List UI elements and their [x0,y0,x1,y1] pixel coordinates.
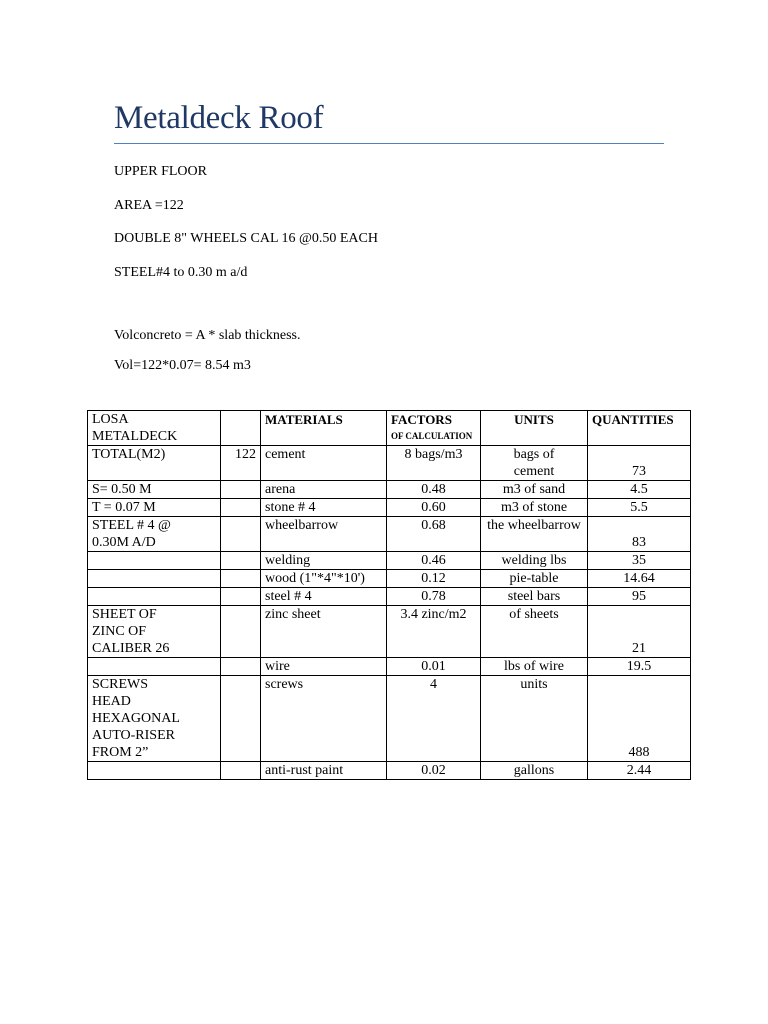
header-factors-label: FACTORS [391,412,452,427]
row-description [88,676,221,762]
row-quantity: 95 [588,588,691,606]
table-row [88,588,691,606]
row-unit-line: gallons [513,763,555,778]
row-unit [481,676,588,762]
row-material: anti-rust paint [261,762,387,780]
row-material: zinc sheet [261,606,387,658]
row-factor: 0.46 [387,552,481,570]
wheels-line: DOUBLE 8" WHEELS CAL 16 @0.50 EACH [114,231,378,246]
table-row [88,762,691,780]
row-quantity: 73 [588,446,691,481]
row-total-value [221,517,261,552]
row-total-value [221,552,261,570]
row-unit-line: pie-table [509,571,559,586]
row-unit-line: units [520,677,548,692]
row-unit [481,762,588,780]
row-material: cement [261,446,387,481]
row-material: screws [261,676,387,762]
row-factor: 0.02 [387,762,481,780]
row-unit [481,570,588,588]
row-unit-line: lbs of wire [504,659,564,674]
row-quantity: 5.5 [588,499,691,517]
row-description-line: HEAD [92,694,131,709]
row-description [88,588,221,606]
row-description-line: SCREWS [92,677,149,692]
row-description-line: FROM 2” [92,745,149,760]
row-total-value [221,588,261,606]
header-empty [221,411,261,446]
row-unit-line: welding lbs [501,553,567,568]
row-total-value [221,481,261,499]
row-unit-line: cement [513,464,555,479]
row-unit [481,499,588,517]
row-quantity: 488 [588,676,691,762]
row-unit [481,446,588,481]
row-material: stone # 4 [261,499,387,517]
header-losa-line2: METALDECK [92,429,178,444]
row-quantity: 14.64 [588,570,691,588]
table-row [88,570,691,588]
row-description-line: HEXAGONAL [92,711,180,726]
page-title: Metaldeck Roof [114,100,324,136]
table-row [88,517,691,552]
table-row [88,499,691,517]
table-row [88,481,691,499]
header-losa [88,411,221,446]
row-quantity: 4.5 [588,481,691,499]
header-losa-line1: LOSA [92,412,129,427]
row-factor: 4 [387,676,481,762]
row-description [88,658,221,676]
row-description-line: AUTO-RISER [92,728,175,743]
row-quantity: 19.5 [588,658,691,676]
title-underline [114,143,664,144]
row-unit-line: bags of [513,447,555,462]
row-quantity: 83 [588,517,691,552]
row-total-value [221,676,261,762]
row-unit [481,606,588,658]
table-header-row [88,411,691,446]
row-description [88,517,221,552]
row-description [88,762,221,780]
table-row [88,676,691,762]
materials-table [87,410,691,780]
row-material: wire [261,658,387,676]
row-unit-line: steel bars [507,589,561,604]
row-description-line: TOTAL(M2) [92,447,166,462]
row-total-value [221,606,261,658]
row-factor: 0.48 [387,481,481,499]
row-description-line: CALIBER 26 [92,641,170,656]
row-unit-line: m3 of sand [502,482,566,497]
row-factor: 0.01 [387,658,481,676]
row-material: welding [261,552,387,570]
row-quantity: 2.44 [588,762,691,780]
row-factor: 3.4 zinc/m2 [387,606,481,658]
row-factor: 0.60 [387,499,481,517]
row-description-line: 0.30M A/D [92,535,156,550]
row-description-line: S= 0.50 M [92,482,152,497]
row-description-line: STEEL # 4 @ [92,518,171,533]
row-material: arena [261,481,387,499]
header-factors-sub: OF CALCULATION [391,431,473,441]
area-line: AREA =122 [114,198,184,213]
header-materials: MATERIALS [261,411,387,446]
table-row [88,446,691,481]
row-material: wheelbarrow [261,517,387,552]
row-material: wood (1"*4"*10') [261,570,387,588]
table-row [88,658,691,676]
row-factor: 0.68 [387,517,481,552]
row-total-value [221,570,261,588]
volume-formula: Volconcreto = A * slab thickness. [114,328,301,343]
table-row [88,552,691,570]
table-row [88,606,691,658]
row-unit [481,481,588,499]
row-description [88,499,221,517]
row-material: steel # 4 [261,588,387,606]
row-factor: 0.78 [387,588,481,606]
row-quantity: 35 [588,552,691,570]
row-factor: 8 bags/m3 [387,446,481,481]
row-description-line: T = 0.07 M [92,500,156,515]
row-quantity: 21 [588,606,691,658]
row-total-value [221,762,261,780]
header-quantities: QUANTITIES [588,411,691,446]
row-description [88,481,221,499]
row-unit [481,517,588,552]
row-total-value: 122 [221,446,261,481]
floor-label: UPPER FLOOR [114,164,207,179]
row-unit-line: of sheets [509,607,559,622]
header-units: UNITS [481,411,588,446]
row-unit [481,588,588,606]
volume-calculation: Vol=122*0.07= 8.54 m3 [114,358,251,373]
row-unit-line: the wheelbarrow [487,518,581,533]
row-description [88,570,221,588]
row-unit [481,552,588,570]
row-total-value [221,499,261,517]
row-description [88,446,221,481]
header-factors [387,411,481,446]
row-unit [481,658,588,676]
row-total-value [221,658,261,676]
row-description-line: ZINC OF [92,624,147,639]
row-unit-line: m3 of stone [500,500,568,515]
row-description-line: SHEET OF [92,607,157,622]
steel-line: STEEL#4 to 0.30 m a/d [114,265,248,280]
row-description [88,606,221,658]
row-description [88,552,221,570]
row-factor: 0.12 [387,570,481,588]
